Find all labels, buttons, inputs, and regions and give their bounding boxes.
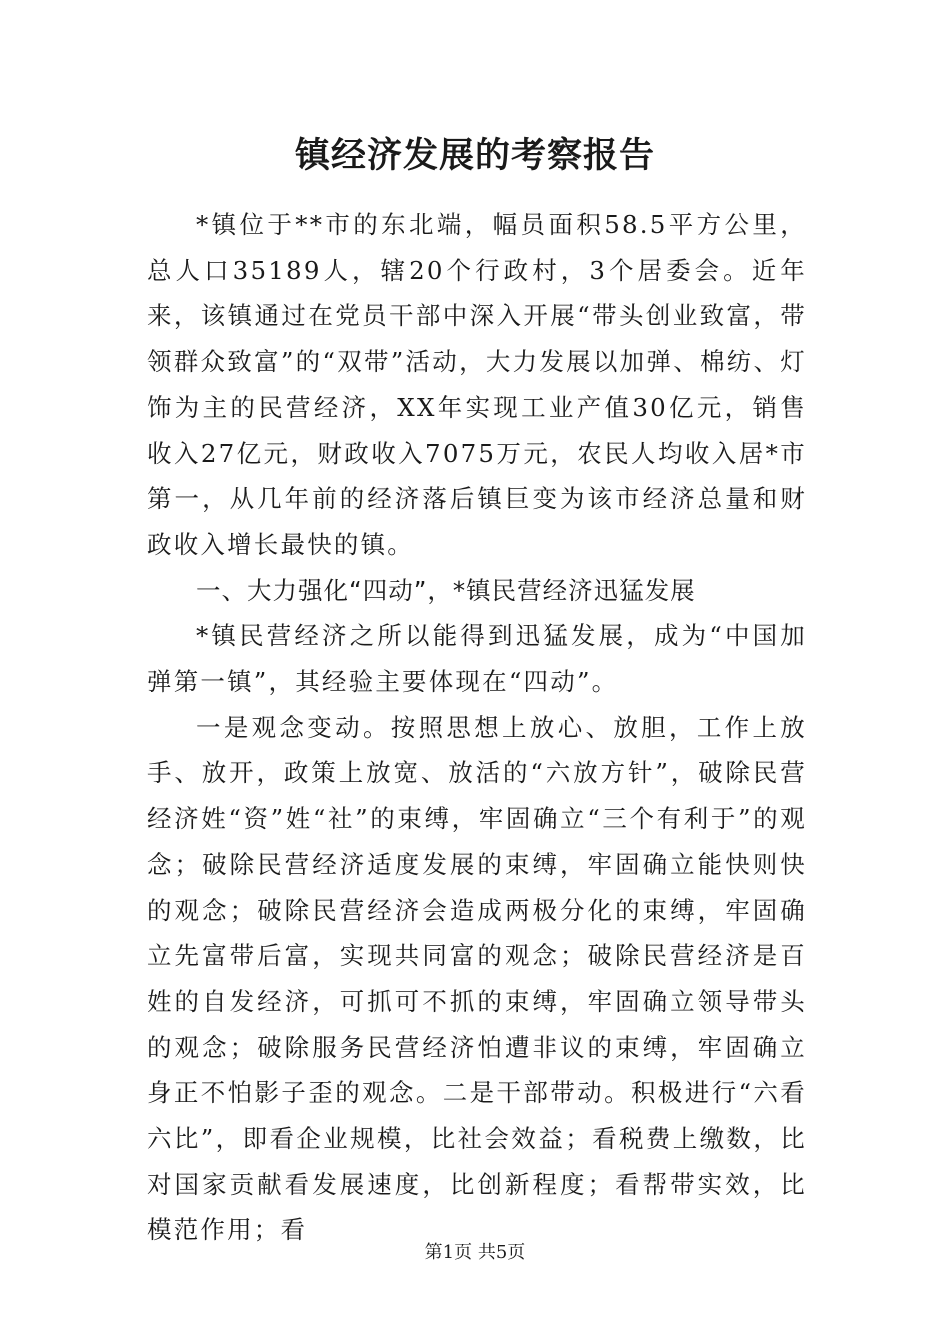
section-heading: 一、大力强化“四动”，*镇民营经济迅猛发展: [196, 575, 696, 605]
intro-paragraph: *镇位于**市的东北端，幅员面积58.5平方公里，总人口35189人，辖20个行政村，3个居委会。近年来，该镇通过在党员干部中深入开展“带头创业致富，带领群众致富”的“双带”活动，大力发展以加弹、棉纺、灯饰为主的民营经济，XX年实现工业产值30亿元，销售收入27亿元，财政收入7075万元，农民人均收入居*市第一，从几年前的经济落后镇巨变为该市经济总量和财政收入增长最快的镇。: [147, 210, 807, 559]
section-paragraph: 一是观念变动。按照思想上放心、放胆，工作上放手、放开，政策上放宽、放活的“六放方针”，破除民营经济姓“资”姓“社”的束缚，牢固确立“三个有利于”的观念；破除民营经济适度发展的束缚，牢固确立能快则快的观念；破除民营经济会造成两极分化的束缚，牢固确立先富带后富，实现共同富的观念；破除民营经济是百姓的自发经济，可抓可不抓的束缚，牢固确立领导带头的观念；破除服务民营经济怕遭非议的束缚，牢固确立身正不怕影子歪的观念。二是干部带动。积极进行“六看六比”，即看企业规模，比社会效益；看税费上缴数，比对国家贡献看发展速度，比创新程度；看帮带实效，比模范作用；看: [147, 712, 807, 1245]
section-paragraph: *镇民营经济之所以能得到迅猛发展，成为“中国加弹第一镇”，其经验主要体现在“四动”。: [147, 621, 807, 697]
document-title: 镇经济发展的考察报告: [294, 136, 655, 176]
page-footer: 第1页 共5页: [424, 1242, 526, 1263]
document-body: [147, 202, 807, 1253]
